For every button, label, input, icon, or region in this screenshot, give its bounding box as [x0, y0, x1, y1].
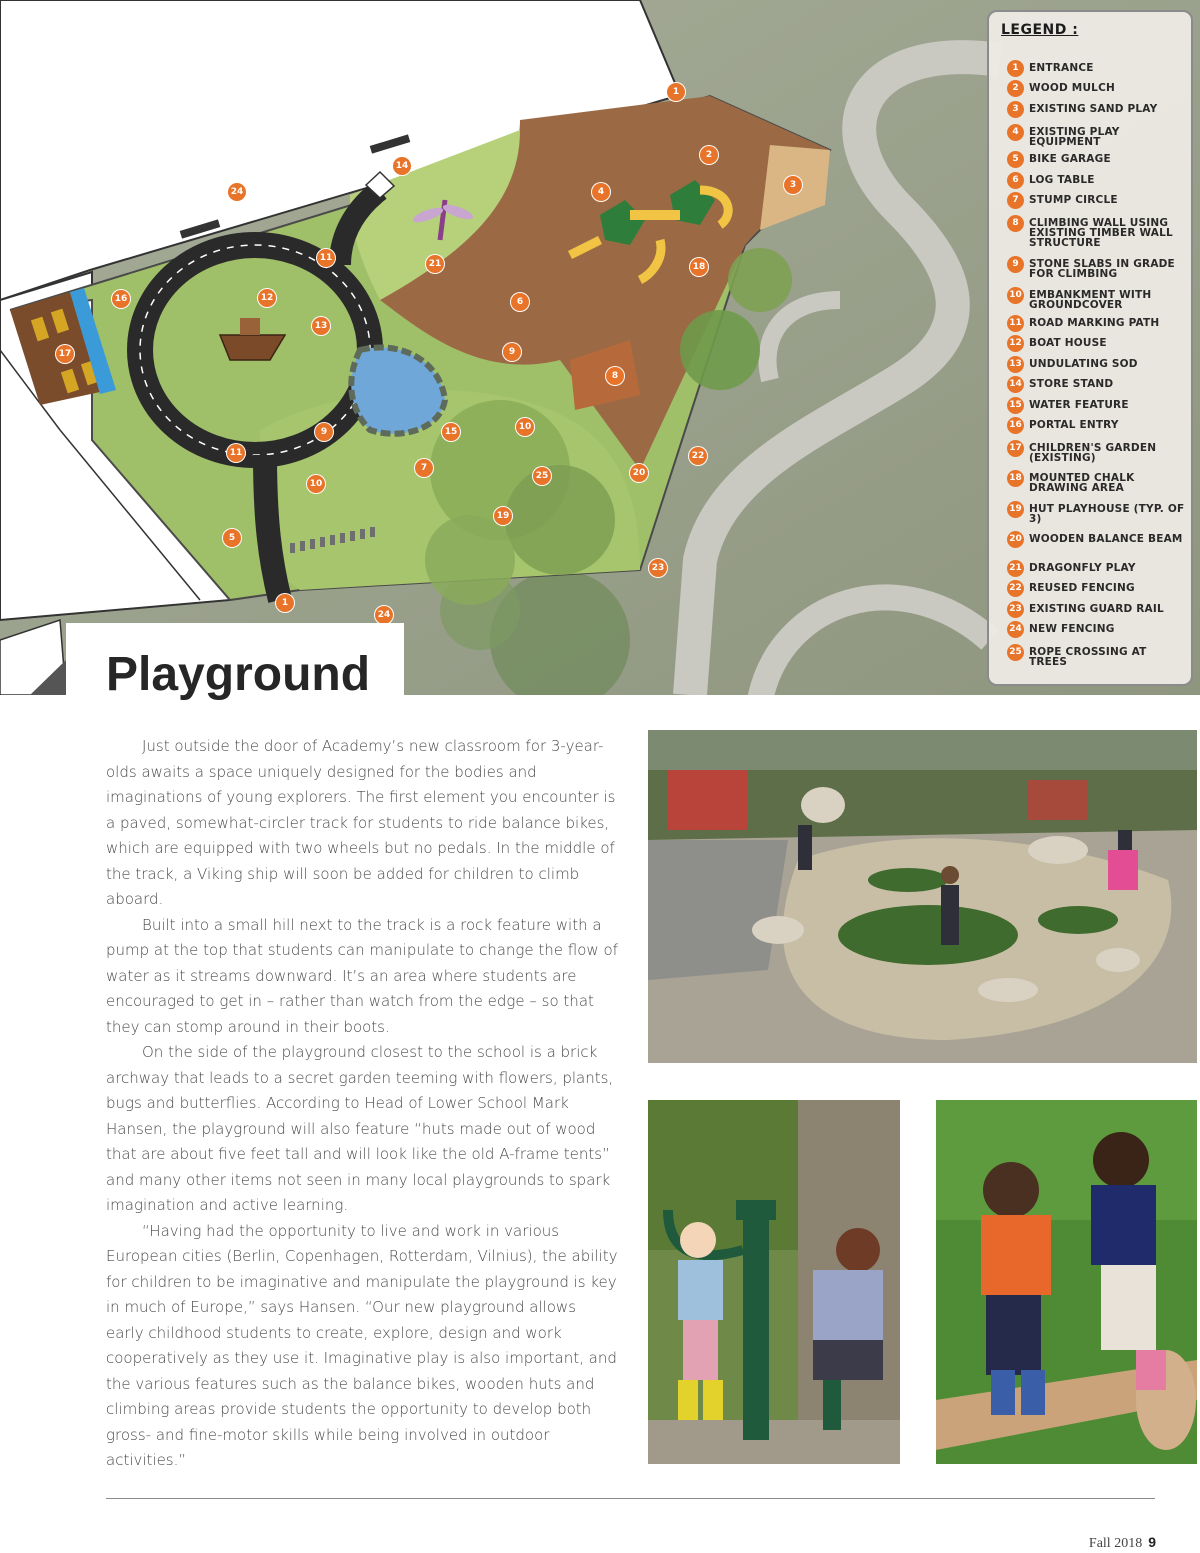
legend-number-badge: 17 — [1007, 440, 1024, 457]
legend-label: DRAGONFLY PLAY — [1029, 562, 1136, 574]
legend-label: EXISTING SAND PLAY — [1029, 103, 1158, 115]
legend-label: MOUNTED CHALK DRAWING AREA — [1029, 472, 1135, 494]
page-footer — [960, 1534, 1156, 1552]
legend-label: EXISTING GUARD RAIL — [1029, 603, 1164, 615]
article-paragraph: On the side of the playground closest to the school is a brick archway that leads to a secret garden teeming with flowers, plants, bugs and butterflies. According to Head of Lower School Mark Hansen, the playground will also feature “huts made out of wood that are about five feet tall and will look like the old A-frame tents” and many other items not seen in many local playgrounds to spark imagination and active learning. — [106, 1043, 614, 1214]
legend-number-badge: 1 — [1007, 60, 1024, 77]
legend-label: ENTRANCE — [1029, 62, 1094, 74]
legend-number-badge: 3 — [1007, 101, 1024, 118]
legend-number-badge: 24 — [1007, 621, 1024, 638]
plan-marker: 25 — [533, 467, 551, 485]
legend-label: UNDULATING SOD — [1029, 358, 1138, 370]
legend-number-badge: 5 — [1007, 151, 1024, 168]
legend-number-badge: 4 — [1007, 124, 1024, 141]
plan-marker: 5 — [223, 529, 241, 547]
legend-label: ROAD MARKING PATH — [1029, 317, 1160, 329]
legend-number-badge: 14 — [1007, 376, 1024, 393]
legend-label: WOODEN BALANCE BEAM — [1029, 533, 1183, 545]
legend-label: CHILDREN'S GARDEN (EXISTING) — [1029, 442, 1157, 464]
plan-marker: 4 — [592, 183, 610, 201]
legend-number-badge: 8 — [1007, 215, 1024, 232]
page-title: Playground — [106, 648, 371, 701]
legend-number-badge: 20 — [1007, 531, 1024, 548]
plan-marker: 13 — [312, 317, 330, 335]
plan-marker: 6 — [511, 293, 529, 311]
legend-label: ROPE CROSSING AT TREES — [1029, 646, 1147, 668]
footer-rule — [106, 1498, 1155, 1499]
plan-marker: 16 — [112, 290, 130, 308]
legend-label: EMBANKMENT WITH GROUNDCOVER — [1029, 289, 1152, 311]
legend-label: REUSED FENCING — [1029, 582, 1135, 594]
plan-marker: 10 — [516, 418, 534, 436]
article-paragraph: Built into a small hill next to the track is a rock feature with a pump at the top that students can manipulate to change the flow of water as it streams downward. It’s an area where students are encouraged to get in – rather than watch from the edge – so that they can stomp around in their boots. — [106, 915, 618, 1036]
site-plan-illustration — [0, 0, 1200, 695]
legend-number-badge: 9 — [1007, 256, 1024, 273]
legend-list — [989, 12, 1191, 684]
legend-number-badge: 23 — [1007, 601, 1024, 618]
legend-label: STONE SLABS IN GRADE FOR CLIMBING — [1029, 258, 1175, 280]
legend-label: STORE STAND — [1029, 378, 1114, 390]
plan-marker: 9 — [503, 343, 521, 361]
plan-marker: 7 — [415, 459, 433, 477]
plan-marker: 10 — [307, 475, 325, 493]
plan-marker: 23 — [649, 559, 667, 577]
legend-number-badge: 21 — [1007, 560, 1024, 577]
issue-label: Fall 2018 — [1088, 1536, 1143, 1551]
legend-label: BIKE GARAGE — [1029, 153, 1111, 165]
plan-marker: 1 — [276, 594, 294, 612]
legend-number-badge: 10 — [1007, 287, 1024, 304]
plan-marker: 11 — [227, 444, 245, 462]
legend-number-badge: 2 — [1007, 80, 1024, 97]
legend-number-badge: 12 — [1007, 335, 1024, 352]
plan-legend — [987, 10, 1193, 686]
plan-marker: 17 — [56, 345, 74, 363]
plan-marker: 1 — [667, 83, 685, 101]
legend-label: BOAT HOUSE — [1029, 337, 1107, 349]
article-body — [106, 734, 618, 1474]
plan-marker: 19 — [494, 507, 512, 525]
plan-marker: 9 — [315, 423, 333, 441]
legend-number-badge: 7 — [1007, 192, 1024, 209]
legend-label: CLIMBING WALL USING EXISTING TIMBER WALL STRUCTURE — [1029, 217, 1173, 249]
plan-marker: 11 — [317, 249, 335, 267]
plan-marker: 22 — [689, 447, 707, 465]
legend-number-badge: 19 — [1007, 501, 1024, 518]
plan-marker: 18 — [690, 258, 708, 276]
article-paragraph: “Having had the opportunity to live and work in various European cities (Berlin, Copenhagen, Rotterdam, Vilnius), the ability for children to be imaginative and manipulate the playground is key in much of Europe,” says Hansen. “Our new playground allows early childhood students to create, explore, design and work cooperatively as they use it. Imaginative play is also important, and the various features such as the balance bikes, wooden huts and climbing areas provide students the opportunity to develop both gross- and fine-motor skills while being involved in outdoor activities.” — [106, 1221, 618, 1469]
plan-marker: 3 — [784, 176, 802, 194]
legend-title: LEGEND : — [1001, 22, 1079, 38]
legend-label: EXISTING PLAY EQUIPMENT — [1029, 126, 1120, 148]
plan-marker: 14 — [393, 157, 411, 175]
plan-marker: 20 — [630, 464, 648, 482]
legend-label: LOG TABLE — [1029, 174, 1095, 186]
page-number: 9 — [1148, 1534, 1156, 1550]
plan-marker: 15 — [442, 423, 460, 441]
plan-marker: 12 — [258, 289, 276, 307]
photo-rock-creek-play — [648, 730, 1197, 1063]
plan-marker: 24 — [228, 183, 246, 201]
legend-label: NEW FENCING — [1029, 623, 1115, 635]
legend-number-badge: 13 — [1007, 356, 1024, 373]
photo-balance-beam — [936, 1100, 1197, 1464]
legend-label: WATER FEATURE — [1029, 399, 1129, 411]
legend-label: PORTAL ENTRY — [1029, 419, 1119, 431]
plan-marker: 8 — [606, 367, 624, 385]
plan-marker: 21 — [426, 255, 444, 273]
legend-number-badge: 16 — [1007, 417, 1024, 434]
legend-label: HUT PLAYHOUSE (TYP. OF 3) — [1029, 503, 1185, 525]
legend-number-badge: 15 — [1007, 397, 1024, 414]
photo-water-pump — [648, 1100, 900, 1464]
legend-number-badge: 18 — [1007, 470, 1024, 487]
legend-number-badge: 11 — [1007, 315, 1024, 332]
legend-number-badge: 22 — [1007, 580, 1024, 597]
legend-number-badge: 6 — [1007, 172, 1024, 189]
legend-label: STUMP CIRCLE — [1029, 194, 1118, 206]
plan-marker: 2 — [700, 146, 718, 164]
legend-number-badge: 25 — [1007, 644, 1024, 661]
legend-label: WOOD MULCH — [1029, 82, 1115, 94]
article-paragraph: Just outside the door of Academy’s new classroom for 3-year-olds awaits a space uniquely designed for the bodies and imaginations of young explorers. The first element you encounter is a paved, somewhat-circler track for students to ride balance bikes, which are equipped with two wheels but no pedals. In the middle of the track, a Viking ship will soon be added for children to climb aboard. — [106, 737, 616, 908]
plan-marker: 24 — [375, 606, 393, 624]
